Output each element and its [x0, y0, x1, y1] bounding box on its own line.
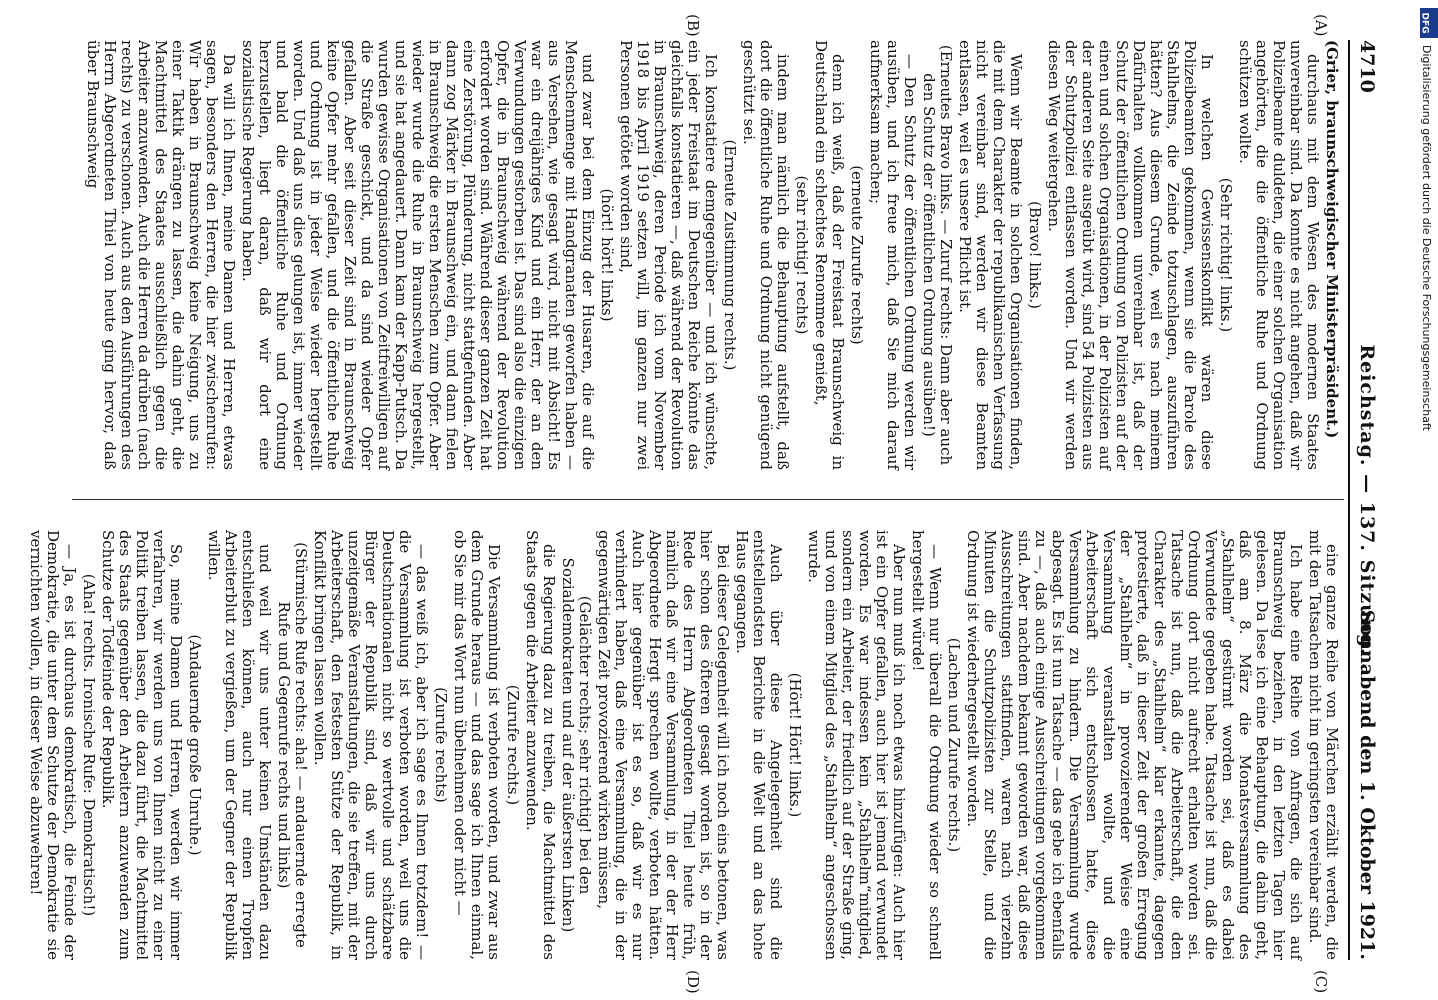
speaker-line: (Grier, braunschweigischer Ministerpräsident.) [1323, 40, 1341, 439]
interjection: (Bravo! links.) [1026, 201, 1044, 309]
paragraph: Auch über diese Angelegenheit sind die entstellendsten Berichte in die Welt und an das hohe Haus gegangen. [733, 530, 785, 960]
paragraph: Da will ich Ihnen, meine Damen und Herren, etwas sagen, besonders den Herren, die hier zwischenrufen: Wir haben in Braunschweig keine Neigung, uns zu einer Taktik drängen zu lassen, die dahin geht, die Machtmittel des Staates ausschließlich gegen die Arbeiter anzuwenden. Auch die Herren da drüben (nach rechts) zu verschonen. Auch aus den Ausführungen des Herrn Abgeordneten Thiel von heute ging hervor, daß über Braunschweig [84, 40, 238, 470]
interjection: (Aha! rechts. Ironische Rufe: Demokratisch!) [80, 573, 98, 917]
paragraph: In welchen Gewissenskonflikt wären diese Polizeibeamten gekommen, wenn sie die Parole des Stahlhelms, die Zeinde totzuschlagen, auszuführen hätten? Aus diesem Grunde, weil es nach meinem Dafürhalten vollkommen unvereinbar ist, daß der Schutz der öffentlichen Ordnung von Polizisten auf der einen und solchen Organisationen, in der Polizisten auf der anderen Seite ausgeübt wird, sind 54 Polizisten aus der Schutzpolizei entlassen worden. Und wir werden diesen Weg weitergehen. [1045, 40, 1216, 470]
paragraph: So, meine Damen und Herren, werden wir immer verfahren, wir werden uns von Ihnen nicht zu einer Politik treiben lassen, die dazu führt, die Machtmittel des Staats gegenüber den Arbeitern anzuwenden zum Schutze der Todfeinde der Republik. [99, 530, 185, 960]
session-date: Sonnabend den 1. Oktober 1921. [1356, 609, 1378, 960]
page-number: 4710 [1356, 40, 1378, 93]
interjection: (Andauernde große Unruhe.) [186, 634, 204, 856]
paragraph: Ich habe eine Reihe von Anfragen, die sich auf Braunschweig beziehen, in den letzten Tagen hier gelesen. Da lese ich eine Behauptung, die dahin geht, daß am 8. März die Monatsversammlung des „Stahlhelm“ gestürmt worden sei, daß es dabei Verwundete gegeben habe. Tatsache ist nun, daß die Ordnung dort nicht aufrecht erhalten worden sei. Tatsache ist nun, daß die Arbeiterschaft, die den Charakter des „Stahlhelm“ klar erkannte, dagegen protestierte, daß in dieser Zeit der großen Erregung der „Stahlhelm“ in provozierender Weise eine Versammlung veranstalten wollte, und die Arbeiterschaft sich entschlossen hatte, diese Versammlung zu hindern. Die Versammlung wurde abgesagt. Es ist nun Tatsache — das gebe ich ebenfalls zu —, daß auch einige Ausschreitungen vorgekommen sind. Aber nachdem bekannt geworden war, daß diese Ausschreitungen stattfinden, waren nach vierzehn Minuten die Schutzpolizisten zur Stelle, und die Ordnung ist wiederhergestellt worden. [964, 530, 1305, 960]
paragraph: und zwar bei dem Einzug der Husaren, die auf die Menschenmenge mit Handgranaten geworfen haben — aus Versehen, wie gesagt wird, nicht mit Absicht! Es war ein dreijähriges Kind und ein Herr, der an den Verwundungen gestorben ist. Das sind also die einzigen Opfer, die in Braunschweig während der Revolution erfordert worden sind. Während dieser ganzen Zeit hat eine Zerstörung, Plünderung, nicht stattgefunden. Aber dann zog Märker in Braunschweig ein, und dann fielen in Braunschweig die ersten Menschen zum Opfer. Aber wieder wurde die Ruhe in Braunschweig hergestellt, und sie hat angedauert. Dann kam der Kapp-Putsch. Da wurden gewisse Organisationen von Zeitfreiwilligen auf die Straße geschickt, und da sind wieder Opfer gefallen. Aber seit dieser Zeit sind in Braunschweig keine Opfer mehr gefallen, und die öffentliche Ruhe und Ordnung ist in jeder Weise wieder hergestellt worden. Und daß uns dies gelungen ist, immer wieder und bald die öffentliche Ruhe und Ordnung herzustellen, liegt daran, daß wir dort eine sozialistische Regierung haben. [239, 40, 597, 470]
paragraph: und weil wir uns unter keinen Umständen dazu entschließen können, auch nur einen Tropfen Arbeiterblut zu vergießen, um der Gegner der Republik willen. [205, 530, 274, 960]
interjection: (Erneutes Bravo links. — Zuruf rechts: Dann aber auch den Schutz der öffentlichen Ordnung ausüben!) [920, 44, 955, 466]
interjection: (Zurufe rechts.) [504, 684, 522, 806]
paragraph: Die Versammlung ist verboten worden, und zwar aus dem Grunde heraus — und das sage ich Ihnen einmal, ob Sie mir das Wort nun übelnehmen oder nicht — [451, 530, 503, 960]
dfg-sidebar [1420, 8, 1438, 998]
column-rule [72, 499, 1344, 500]
interjection: (Hört! Hört! links.) [786, 672, 804, 818]
interjection: (sehr richtig! rechts) [793, 175, 811, 335]
right-column [27, 530, 1341, 960]
margin-mark-c: (C) [1312, 970, 1330, 994]
paragraph: — Den Schutz der öffentlichen Ordnung werden wir ausüben, und ich freue mich, daß Sie mich darauf aufmerksam machen; [867, 40, 919, 470]
paragraph: — Wenn nur überall die Ordnung wieder so schnell hergestellt würde! [909, 530, 944, 960]
running-header [1348, 40, 1392, 960]
session-title: Reichstag. — 137. Sitzung. [1356, 344, 1378, 656]
paragraph: Aber nun muß ich noch etwas hinzufügen: Auch hier ist ein Opfer gefallen, auch hier ist jemand verwundet worden. Es war indessen kein „Stahlhelm“mitglied, sondern ein Arbeiter, der friedlich auf der Straße ging, und von einem Mitglied des „Stahlhelm“ angeschossen wurde. [805, 530, 908, 960]
dfg-logo: DFG [1420, 8, 1438, 38]
paragraph: durchaus mit dem Wesen des modernen Staates unvereinbar sind. Da konnte es nicht angehen, daß wir Polizeibeamte duldeten, die einer solchen Organisation angehörten, die die öffentliche Ruhe und Ordnung schützen wollte. [1236, 40, 1322, 470]
margin-mark-b: (B) [684, 14, 702, 37]
margin-mark-a: (A) [1312, 14, 1330, 37]
left-column [72, 40, 1340, 470]
paragraph: Bei dieser Gelegenheit will ich noch eins betonen, was hier schon des öfteren gesagt worden ist, so in der Rede des Herrn Abgeordneten Thiel heute früh, nämlich daß wir eine Versammlung, in der der Herr Abgeordnete Hergt sprechen wollte, verboten hätten. Auch hier gegenüber ist es so, daß wir es nur verhindert haben, daß eine Versammlung, die in der gegenwärtigen Zeit provozierend wirken müssen, [595, 530, 732, 960]
interjection: (erneute Zurufe rechts) [848, 165, 866, 345]
interjection: (Stürmische Rufe rechts: aha! — andauernde erregte Rufe und Gegenrufe rechts und links) [275, 542, 310, 948]
paragraph: denn ich weiß, daß der Freistaat Braunschweig in Deutschland ein schlechtes Renommee genießt, [812, 40, 847, 470]
margin-mark-d: (D) [684, 970, 702, 994]
interjection: (Erneute Zustimmung rechts.) [721, 139, 739, 371]
interjection: (Sehr richtig! links.) [1217, 177, 1235, 333]
interjection: (Gelächter rechts; sehr richtig! bei den Sozialdemokraten und auf der äußersten Linken) [559, 557, 594, 933]
interjection: (Zurufe rechts) [432, 687, 450, 803]
paragraph: Ich konstatiere demgegenüber — und ich wünschte, ein jeder Freistaat im Deutschen Reiche könnte das gleichfalls konstatieren —, daß während der Revolution in Braunschweig, deren Periode ich vom November 1918 bis April 1919 setzen will, im ganzen nur zwei Personen getötet worden sind, [617, 40, 720, 470]
dfg-credit: Digitalisierung gefördert durch die Deutsche Forschungsgemeinschaft [1420, 45, 1433, 431]
interjection: (Lachen und Zurufe rechts.) [945, 637, 963, 853]
paragraph: indem man nämlich die Behauptung aufstellt, daß dort die öffentliche Ruhe und Ordnung nicht genügend geschützt sei. [740, 40, 792, 470]
paragraph: Wenn wir Beamte in solchen Organisationen finden, die mit dem Charakter der republikanischen Verfassung nicht vereinbar sind, werden wir diese Beamten entlassen, weil es unsere Pflicht ist. [956, 40, 1025, 470]
paragraph: die Regierung dazu zu treiben, die Machtmittel des Staats gegen die Arbeiter anzuwenden. [523, 530, 558, 960]
paragraph: — das weiß ich, aber ich sage es Ihnen trotzdem! — die Versammlung ist verboten worden, weil uns die Deutschnationalen nicht so wertvolle und schätzbare Bürger der Republik sind, daß wir uns durch unzeitgemäße Veranstaltungen, die sie treffen, mit der Arbeiterschaft, den festesten Stütze der Republik, in Konflikt bringen lassen wollen. [311, 530, 431, 960]
rotated-print-area [27, 0, 1402, 1000]
paragraph: — Ja, es ist durchaus demokratisch, die Feinde der Demokratie, die unter dem Schutze der Demokratie sie vernichten wollen, in dieser Weise abzuwehren! [27, 530, 79, 960]
paragraph: eine ganze Reihe von Märchen erzählt werden, die mit den Tatsachen nicht im geringsten vereinbar sind. [1306, 530, 1341, 960]
interjection: (hört! hört! links) [598, 188, 616, 322]
